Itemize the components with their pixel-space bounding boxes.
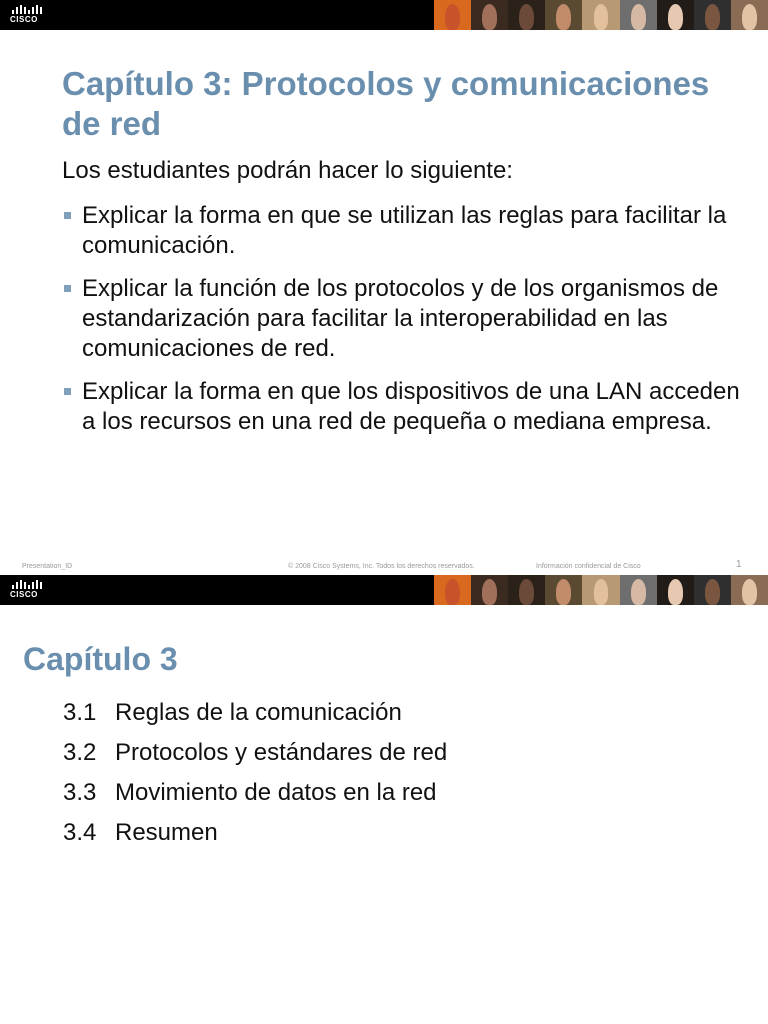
- photo-person-1: [471, 0, 508, 30]
- face-shape: [594, 4, 609, 30]
- cisco-logo-text: CISCO: [10, 590, 38, 599]
- face-shape: [445, 4, 460, 30]
- list-item: [62, 274, 742, 364]
- cisco-banner: [0, 575, 768, 605]
- cisco-logo-text: CISCO: [10, 15, 38, 24]
- intro-text: Los estudiantes podrán hacer lo siguiente:: [62, 157, 513, 184]
- toc-item: [63, 813, 447, 853]
- face-shape: [742, 4, 757, 30]
- toc-label: Reglas de la comunicación: [115, 699, 402, 726]
- cisco-banner: [0, 0, 768, 30]
- toc-number: 3.1: [63, 699, 97, 726]
- face-shape: [742, 579, 757, 605]
- photo-person-5: [620, 0, 657, 30]
- photo-collage-orange: [434, 575, 471, 605]
- photo-collage-orange: [434, 0, 471, 30]
- footer-presentation-id: Presentation_ID: [22, 563, 73, 570]
- objectives-list: [62, 201, 742, 450]
- photo-person-3: [545, 0, 582, 30]
- cisco-logo: [10, 4, 50, 26]
- face-shape: [445, 579, 460, 605]
- photo-person-4: [582, 575, 619, 605]
- photo-person-8: [731, 575, 768, 605]
- face-shape: [631, 579, 646, 605]
- photo-person-6: [657, 0, 694, 30]
- photo-person-7: [694, 0, 731, 30]
- face-shape: [519, 579, 534, 605]
- list-item: [62, 377, 742, 437]
- photo-person-6: [657, 575, 694, 605]
- chapter-title: Capítulo 3: [23, 641, 178, 677]
- toc-label: Protocolos y estándares de red: [115, 739, 448, 766]
- slide-2: [0, 575, 768, 1024]
- photo-person-3: [545, 575, 582, 605]
- photo-person-1: [471, 575, 508, 605]
- cisco-bars-icon: [11, 5, 45, 14]
- photo-person-8: [731, 0, 768, 30]
- photo-person-2: [508, 575, 545, 605]
- toc-item: [63, 733, 447, 773]
- face-shape: [594, 579, 609, 605]
- toc-label: Resumen: [115, 819, 218, 846]
- photo-person-2: [508, 0, 545, 30]
- face-shape: [482, 579, 497, 605]
- bullet-square-icon: [64, 388, 71, 395]
- footer-confidential: Información confidencial de Cisco: [536, 563, 641, 570]
- face-shape: [705, 4, 720, 30]
- cisco-logo: [10, 579, 50, 601]
- bullet-text: Explicar la forma en que se utilizan las reglas para facilitar la comunicación.: [82, 202, 727, 259]
- cisco-bars-icon: [11, 580, 45, 589]
- face-shape: [631, 4, 646, 30]
- banner-photo-strip: [434, 575, 768, 605]
- face-shape: [668, 579, 683, 605]
- photo-person-7: [694, 575, 731, 605]
- face-shape: [482, 4, 497, 30]
- banner-photo-strip: [434, 0, 768, 30]
- footer-page-number: 1: [736, 559, 742, 570]
- footer-copyright: © 2008 Cisco Systems, Inc. Todos los derechos reservados.: [288, 563, 475, 570]
- toc-item: [63, 773, 447, 813]
- toc-number: 3.2: [63, 739, 97, 766]
- list-item: [62, 201, 742, 261]
- toc-number: 3.4: [63, 819, 97, 846]
- bullet-text: Explicar la función de los protocolos y de los organismos de estandarización para facilitar la interoperabilidad en las comunicaciones de red.: [82, 275, 719, 362]
- face-shape: [556, 4, 571, 30]
- toc-number: 3.3: [63, 779, 97, 806]
- face-shape: [668, 4, 683, 30]
- photo-person-5: [620, 575, 657, 605]
- slide-title: Capítulo 3: Protocolos y comunicaciones de red: [62, 65, 710, 142]
- bullet-square-icon: [64, 212, 71, 219]
- bullet-text: Explicar la forma en que los dispositivos de una LAN acceden a los recursos en una red de pequeña o mediana empresa.: [82, 378, 740, 435]
- face-shape: [705, 579, 720, 605]
- toc-item: [63, 693, 447, 733]
- chapter-toc: [63, 693, 447, 853]
- face-shape: [556, 579, 571, 605]
- toc-label: Movimiento de datos en la red: [115, 779, 437, 806]
- bullet-square-icon: [64, 285, 71, 292]
- photo-person-4: [582, 0, 619, 30]
- face-shape: [519, 4, 534, 30]
